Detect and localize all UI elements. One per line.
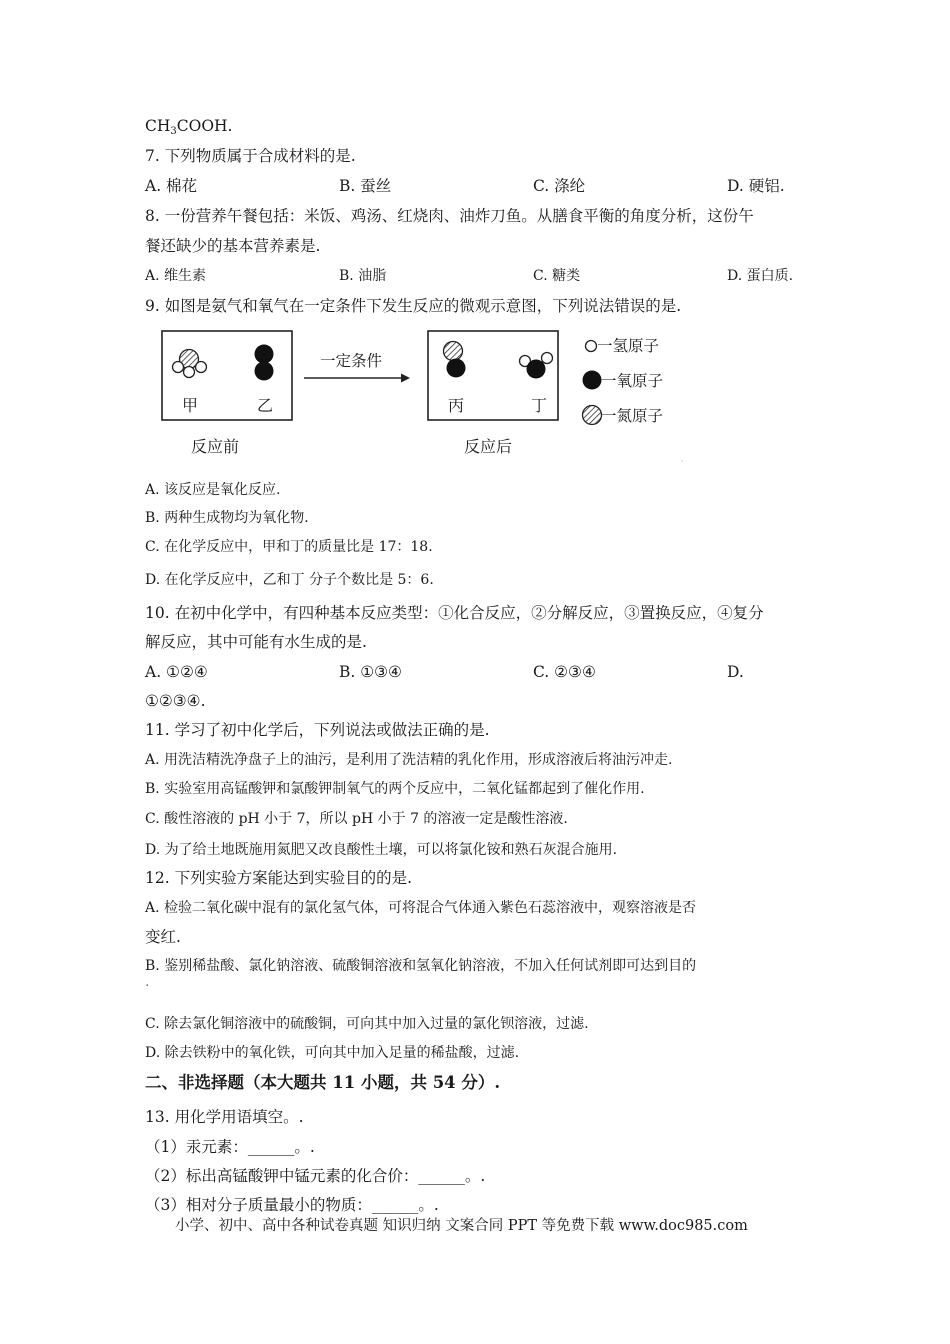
caption-before: 反应前 (191, 437, 240, 456)
oxygen-molecule-icon (255, 345, 274, 381)
legend-oxygen-label: 一氧原子 (601, 372, 664, 390)
q12-option-d: D. 除去铁粉中的氧化铁，可向其中加入足量的稀盐酸，过滤. (145, 1045, 520, 1061)
section-heading: 二、非选择题（本大题共 11 小题，共 54 分）. (145, 1073, 501, 1092)
nitric-oxide-molecule-icon (444, 342, 466, 378)
q9-option-c: C. 在化学反应中，甲和丁的质量比是 17：18. (145, 539, 433, 555)
q7-option-a: A. 棉花 (145, 177, 198, 195)
q10-stem-line2: 解反应，其中可能有水生成的是. (145, 633, 367, 651)
caption-after: 反应后 (464, 437, 513, 456)
q12-option-c: C. 除去氯化铜溶液中的硫酸铜，可向其中加入过量的氯化钡溶液，过滤. (145, 1016, 589, 1032)
q7-option-c: C. 涤纶 (533, 177, 586, 195)
arrow-condition-label: 一定条件 (320, 352, 383, 370)
footer-watermark: 小学、初中、高中各种试卷真题 知识归纳 文案合同 PPT 等免费下载 www.doc985.com (175, 1218, 748, 1234)
q12-option-b: B. 鉴别稀盐酸、氯化钠溶液、硫酸铜溶液和氢氧化钠溶液，不加入任何试剂即可达到目的 (145, 958, 697, 974)
q11-stem: 11. 学习了初中化学后，下列说法或做法正确的是. (145, 721, 490, 739)
q11-option-d: D. 为了给土地既施用氮肥又改良酸性土壤，可以将氯化铵和熟石灰混合施用. (145, 842, 618, 858)
label-ding: 丁 (531, 396, 548, 415)
q7-stem: 7. 下列物质属于合成材料的是. (145, 147, 356, 165)
q10-option-d: D. (727, 663, 744, 681)
q8-stem-line2: 餐还缺少的基本营养素是. (145, 237, 321, 255)
q11-option-b: B. 实验室用高锰酸钾和氯酸钾制氧气的两个反应中，二氧化锰都起到了催化作用. (145, 781, 645, 797)
formula-ch3cooh: $CH_3COOH$. (145, 117, 233, 137)
label-jia: 甲 (182, 396, 199, 415)
legend-oxygen-icon (583, 371, 602, 390)
q12-option-a-line1: A. 检验二氧化碳中混有的氯化氢气体，可将混合气体通入紫色石蕊溶液中，观察溶液是否 (145, 900, 697, 916)
q9-option-b: B. 两种生成物均为氧化物. (145, 510, 309, 526)
q7-option-d: D. 硬铝. (727, 177, 785, 195)
q8-option-b: B. 油脂 (339, 268, 387, 284)
q13-stem: 13. 用化学用语填空。. (145, 1108, 304, 1126)
q8-stem-line1: 8. 一份营养午餐包括：米饭、鸡汤、红烧肉、油炸刀鱼。从膳食平衡的角度分析，这份午 (145, 207, 754, 225)
q8-option-a: A. 维生素 (145, 268, 207, 284)
q13-item-3: （3）相对分子质量最小的物质：______。. (145, 1196, 439, 1214)
reaction-diagram (0, 0, 950, 480)
q10-option-d-content: ①②③④. (145, 692, 206, 710)
q8-option-d: D. 蛋白质. (727, 268, 794, 284)
water-molecule-icon (520, 353, 553, 379)
q12-option-b-cont: . (145, 974, 150, 990)
q11-option-a: A. 用洗洁精洗净盘子上的油污，是利用了洗洁精的乳化作用，形成溶液后将油污冲走. (145, 752, 673, 768)
legend-hydrogen-icon (586, 341, 597, 352)
q12-option-a-line2: 变红. (145, 928, 181, 946)
label-bing: 丙 (448, 396, 465, 415)
q10-option-c: C. ②③④ (533, 663, 596, 681)
q13-item-2: （2）标出高锰酸钾中锰元素的化合价：______。. (145, 1167, 486, 1185)
q7-option-b: B. 蚕丝 (339, 177, 392, 195)
q12-stem: 12. 下列实验方案能达到实验目的的是. (145, 869, 413, 887)
ammonia-molecule-icon (173, 350, 207, 378)
label-yi: 乙 (257, 396, 274, 415)
q11-option-c: C. 酸性溶液的 pH 小于 7，所以 pH 小于 7 的溶液一定是酸性溶液. (145, 811, 568, 827)
legend-hydrogen-label: 一氢原子 (597, 337, 660, 355)
q10-stem-line1: 10. 在初中化学中，有四种基本反应类型：①化合反应，②分解反应，③置换反应，④复分 (145, 604, 764, 622)
legend-nitrogen-icon (583, 406, 602, 425)
q9-stem: 9. 如图是氨气和氧气在一定条件下发生反应的微观示意图，下列说法错误的是. (145, 297, 682, 315)
q9-option-a: A. 该反应是氧化反应. (145, 482, 281, 498)
q13-item-1: （1）汞元素：______。. (145, 1138, 315, 1156)
q9-option-d: D. 在化学反应中，乙和丁 分子个数比是 5：6. (145, 572, 434, 588)
legend-nitrogen-label: 一氮原子 (601, 407, 664, 425)
q8-option-c: C. 糖类 (533, 268, 581, 284)
q10-option-b: B. ①③④ (339, 663, 402, 681)
svg-text:˙: ˙ (680, 460, 684, 469)
q10-option-a: A. ①②④ (145, 663, 208, 681)
